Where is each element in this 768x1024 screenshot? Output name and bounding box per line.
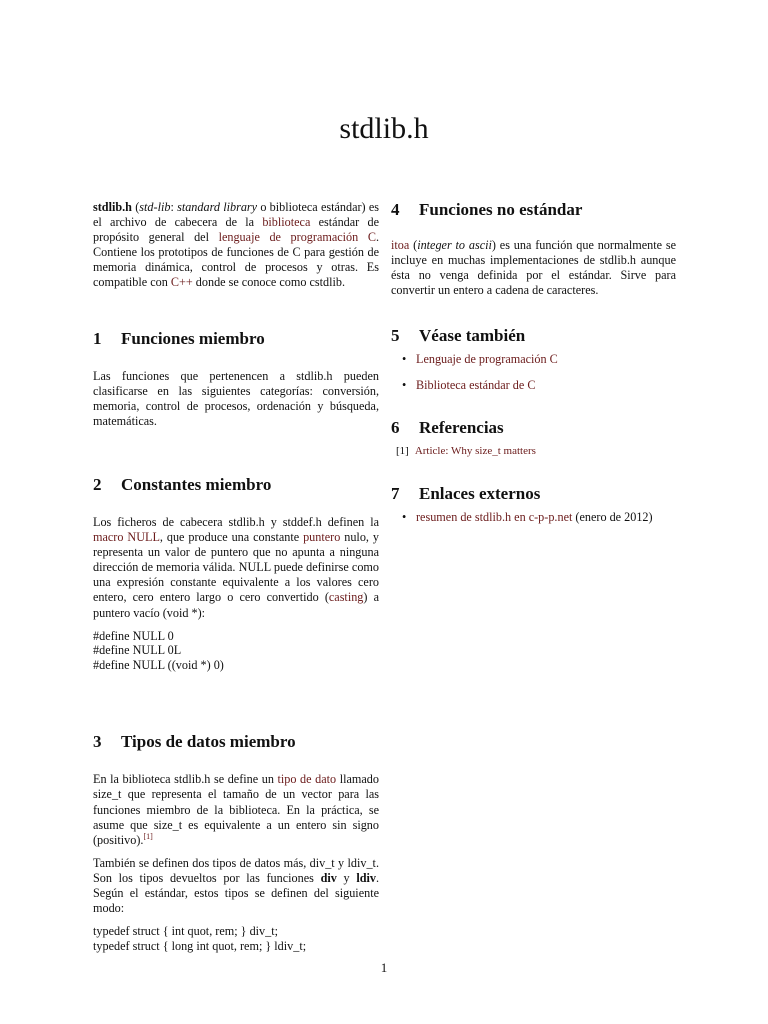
reference-item: [391, 444, 676, 458]
body-text: , que produce una constante: [159, 530, 304, 545]
section-number: 3: [93, 732, 102, 752]
intro-paragraph: [93, 200, 379, 291]
bullet-icon: •: [402, 510, 407, 525]
null-define-code: [93, 629, 379, 673]
section-title: Funciones no estándar: [419, 200, 583, 219]
reference-number: [1]: [396, 445, 409, 458]
section-heading-3: [93, 732, 379, 752]
list-item: [391, 352, 676, 367]
intro-text: donde se conoce como cstdlib.: [192, 275, 346, 290]
intro-italic-1: std-lib: [139, 200, 171, 214]
section-title: Constantes miembro: [121, 474, 272, 494]
intro-text: estándar de propósito general del: [93, 215, 379, 245]
body-text: nulo, y representa un valor de puntero que no apunta a ninguna dirección de memoria válida. NULL puede definirse como una expresión constante equivalente a los valores cero entero, cero entero largo o cero convertido (: [93, 530, 379, 605]
code-line: typedef struct { long int quot, rem; } ldiv_t;: [93, 938, 307, 953]
link-reference-size-t[interactable]: Article: Why size_t matters: [414, 445, 536, 458]
section-title: Tipos de datos miembro: [121, 732, 296, 752]
link-cpp[interactable]: C++: [170, 275, 193, 290]
section-title: Enlaces externos: [419, 484, 541, 504]
body-text: llamado size_t que representa el tamaño de un vector para las funciones miembro de la biblioteca. En la práctica, se asume que size_t es equivalente a un entero sin signo (positivo).: [93, 772, 379, 847]
citation-link[interactable]: [1]: [143, 831, 153, 841]
section-1-paragraph: Las funciones que pertenencen a stdlib.h pueden clasificarse en las siguientes categorías: conversión, memoria, control de procesos, ordenación y búsqueda, matemáticas.: [93, 368, 379, 428]
intro-text: . Contiene los prototipos de funciones de C para gestión de memoria dinámica, control de procesos y otras. Es compatible con: [93, 230, 379, 290]
link-itoa[interactable]: itoa: [391, 238, 410, 252]
link-macro[interactable]: macro: [93, 530, 124, 545]
body-text: También se definen dos tipos de datos más, div_t y ldiv_t. Son los tipos devueltos por las funciones: [93, 855, 379, 885]
code-line: #define NULL 0L: [93, 643, 182, 658]
section-heading-6: [391, 418, 676, 438]
page-title: stdlib.h: [339, 112, 429, 145]
bullet-icon: •: [402, 352, 407, 367]
right-column: [391, 200, 676, 525]
intro-italic-2: standard library: [177, 200, 258, 214]
body-text: (: [409, 238, 418, 252]
body-text: (enero de 2012): [572, 510, 653, 525]
page-number: 1: [380, 960, 388, 975]
section-heading-5: [391, 326, 676, 346]
link-external-cpp-net[interactable]: resumen de stdlib.h en c-p-p.net: [416, 510, 573, 525]
intro-term: stdlib.h: [93, 200, 132, 214]
typedef-code: [93, 924, 379, 953]
section-number: 4: [391, 200, 400, 219]
section-heading-4: [391, 200, 676, 220]
section-heading-7: [391, 484, 676, 504]
intro-text: (: [131, 200, 140, 214]
code-line: #define NULL 0: [93, 628, 174, 643]
section-3-paragraph-1: [93, 772, 379, 847]
code-line: typedef struct { int quot, rem; } div_t;: [93, 924, 279, 939]
left-column: [93, 200, 379, 953]
intro-text: :: [170, 200, 178, 214]
code-line: #define NULL ((void *) 0): [93, 657, 224, 672]
list-item: [391, 510, 676, 525]
italic-term: integer to ascii: [417, 238, 492, 252]
section-number: 6: [391, 418, 400, 438]
link-lenguaje-programacion[interactable]: lenguaje de programación C: [218, 230, 376, 245]
section-number: 2: [93, 474, 102, 494]
body-text: . Según el estándar, estos tipos se definen del siguiente modo:: [93, 870, 380, 916]
section-number: 1: [93, 328, 102, 348]
section-number: 7: [391, 484, 400, 504]
link-tipo-de-dato[interactable]: tipo de dato: [277, 772, 337, 787]
section-heading-1: [93, 329, 379, 349]
bold-term: ldiv: [356, 870, 376, 885]
body-text: Los ficheros de cabecera stdlib.h y stddef.h definen la: [93, 514, 379, 529]
body-text: En la biblioteca stdlib.h se define un: [93, 772, 278, 787]
bullet-icon: •: [402, 378, 407, 393]
body-text: ) a puntero vacío (void *):: [93, 590, 380, 620]
body-text: ) es una función que normalmente se incluye en muchas implementaciones de stdlib.h aunque ésta no venga definida por el estándar. Sirve para convertir un entero a cadena de caracteres.: [391, 238, 676, 298]
list-item: [391, 378, 676, 393]
see-also-list: [391, 352, 676, 393]
body-text: y: [336, 870, 357, 885]
section-title: Referencias: [419, 418, 504, 438]
section-title: Véase también: [419, 326, 526, 346]
section-4-paragraph: [391, 238, 676, 298]
link-null[interactable]: NULL: [127, 530, 160, 545]
link-puntero[interactable]: puntero: [303, 530, 341, 545]
external-links-list: [391, 510, 676, 525]
section-3-paragraph-2: [93, 856, 379, 916]
section-heading-2: [93, 475, 379, 495]
link-see-also-biblioteca[interactable]: Biblioteca estándar de C: [416, 378, 536, 393]
link-casting[interactable]: casting: [328, 590, 364, 605]
section-2-paragraph: [93, 515, 379, 621]
link-biblioteca[interactable]: biblioteca: [262, 215, 311, 230]
intro-text: o biblioteca estándar) es el archivo de cabecera de la: [93, 200, 380, 230]
link-see-also-lenguaje[interactable]: Lenguaje de programación C: [416, 352, 558, 367]
section-number: 5: [391, 326, 400, 346]
bold-term: div: [320, 870, 337, 885]
section-title: Funciones miembro: [121, 328, 265, 348]
